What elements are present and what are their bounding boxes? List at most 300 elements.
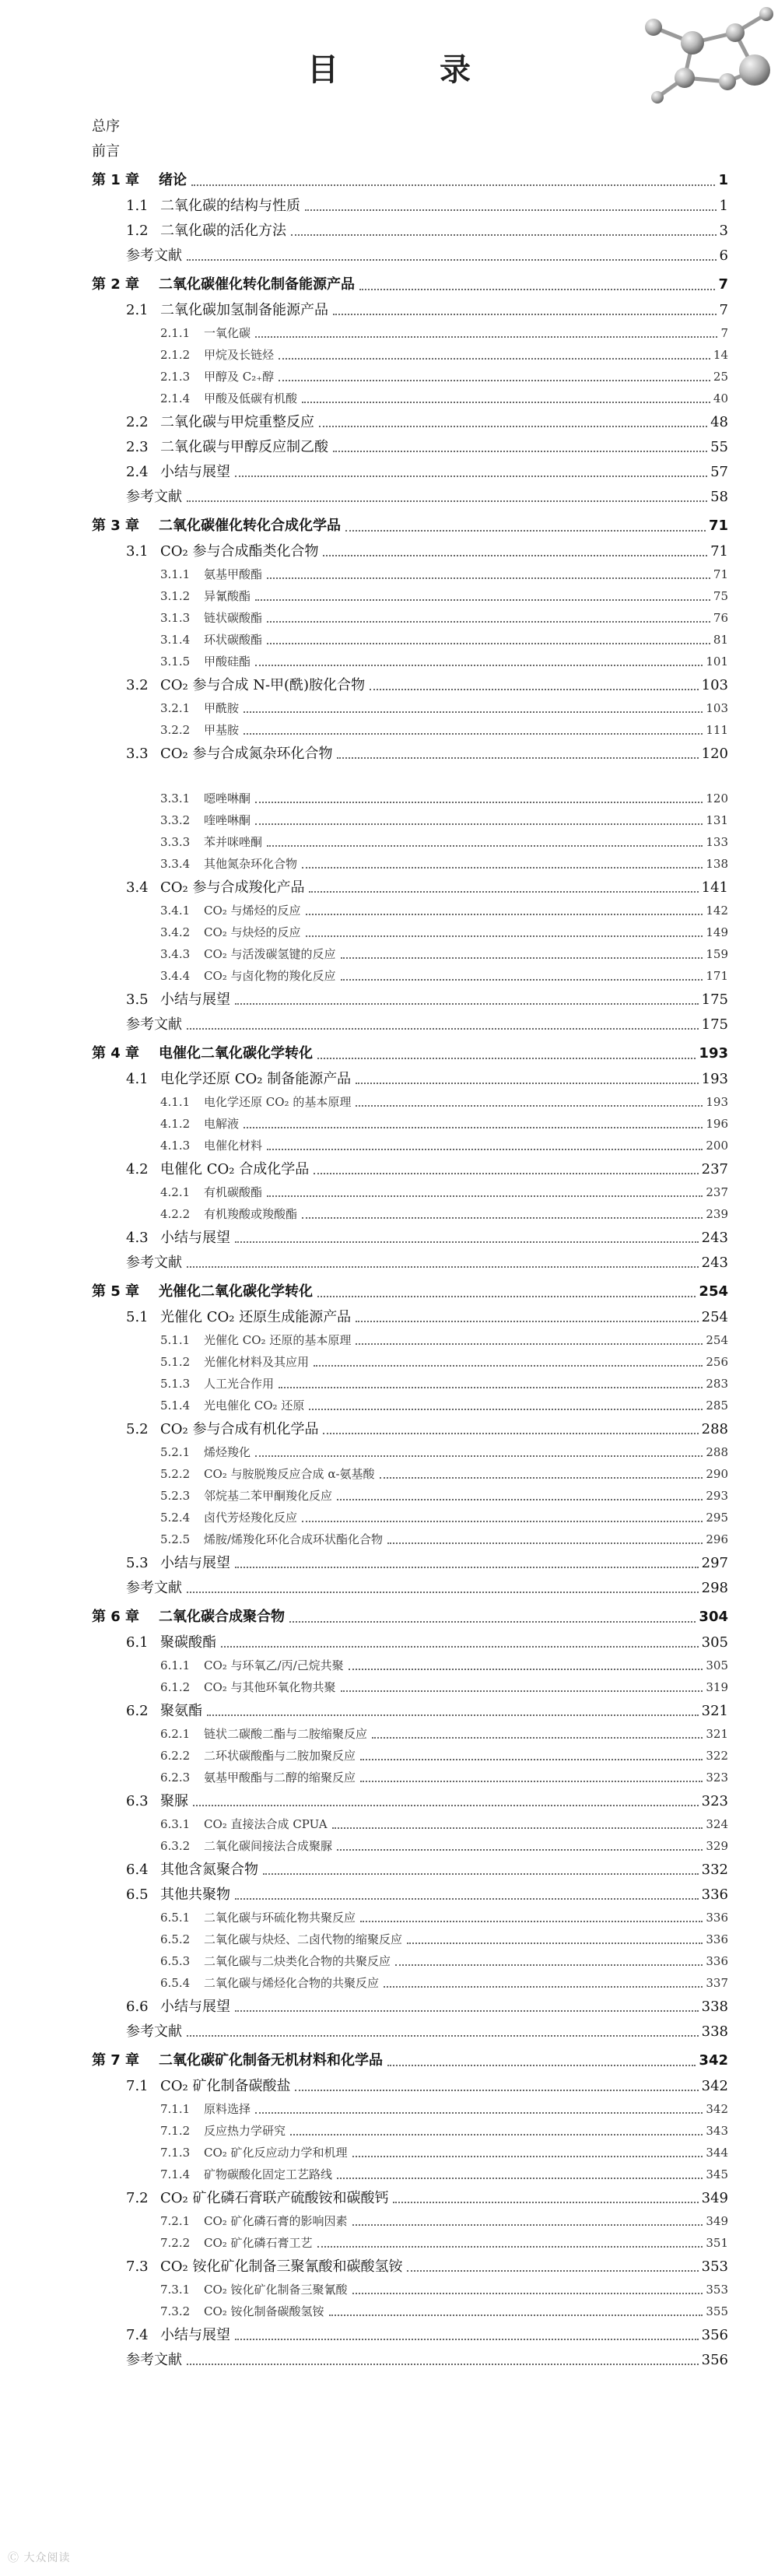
page-number: 336 bbox=[706, 1932, 728, 1946]
entry-title: 前言 bbox=[92, 143, 120, 160]
section-entry[interactable] bbox=[92, 744, 728, 763]
entry-title: 光催化 CO₂ 还原生成能源产品 bbox=[160, 1309, 352, 1325]
entry-number: 2.2 bbox=[126, 414, 149, 430]
page-number: 336 bbox=[706, 1911, 728, 1925]
section-entry[interactable] bbox=[92, 1160, 728, 1179]
subsection-entry[interactable] bbox=[92, 369, 728, 385]
references-entry[interactable] bbox=[92, 487, 728, 507]
dot-leader bbox=[407, 1943, 703, 1944]
subsection-entry[interactable] bbox=[92, 1116, 728, 1132]
subsection-entry[interactable] bbox=[92, 347, 728, 363]
entry-number: 5.2.5 bbox=[160, 1532, 191, 1546]
page-number: 57 bbox=[710, 464, 728, 480]
subsection-entry[interactable] bbox=[92, 1658, 728, 1674]
page-number: 243 bbox=[701, 1255, 728, 1271]
dot-leader bbox=[323, 1433, 698, 1434]
dot-leader bbox=[279, 1387, 703, 1388]
dot-leader bbox=[267, 1149, 703, 1150]
page-number: 343 bbox=[706, 2124, 728, 2138]
entry-title: 原料选择 bbox=[204, 2102, 251, 2116]
dot-leader bbox=[291, 234, 717, 236]
page-number: 193 bbox=[706, 1095, 728, 1109]
entry-title: 电催化 CO₂ 合成化学品 bbox=[160, 1161, 310, 1177]
entry-number: 4.2.2 bbox=[160, 1207, 191, 1221]
subsection-entry[interactable] bbox=[92, 1094, 728, 1111]
entry-number: 7.3.1 bbox=[160, 2283, 191, 2297]
entry-title: 烯烃羧化 bbox=[204, 1445, 251, 1459]
dot-leader bbox=[309, 1409, 703, 1410]
entry-title: CO₂ 与活泼碳氢键的反应 bbox=[204, 947, 336, 961]
entry-title: CO₂ 矿化反应动力学和机理 bbox=[204, 2146, 348, 2160]
dot-leader bbox=[235, 2010, 699, 2012]
page-number: 131 bbox=[706, 813, 728, 827]
entry-title: CO₂ 参与合成氮杂环化合物 bbox=[160, 746, 333, 762]
entry-number: 7.2 bbox=[126, 2190, 149, 2206]
entry-number: 6.5.1 bbox=[160, 1911, 191, 1925]
subsection-entry[interactable] bbox=[92, 1838, 728, 1855]
dot-leader bbox=[187, 259, 717, 261]
entry-number: 3.3.1 bbox=[160, 791, 191, 805]
entry-number: 4.1.1 bbox=[160, 1095, 191, 1109]
subsection-entry[interactable] bbox=[92, 700, 728, 717]
dot-leader bbox=[395, 1964, 703, 1966]
references-entry[interactable] bbox=[92, 1578, 728, 1598]
dot-leader bbox=[337, 2178, 703, 2179]
entry-number: 3.4.4 bbox=[160, 969, 191, 983]
section-entry[interactable] bbox=[92, 1885, 728, 1904]
entry-number: 4.2.1 bbox=[160, 1185, 191, 1199]
page-number: 296 bbox=[706, 1532, 728, 1546]
entry-title: 二氧化碳催化转化制备能源产品 bbox=[159, 276, 355, 293]
subsection-entry[interactable] bbox=[92, 1206, 728, 1223]
entry-title: 卤代芳烃羧化反应 bbox=[204, 1511, 298, 1525]
entry-number: 5.1.3 bbox=[160, 1377, 191, 1391]
entry-title: 光电催化 CO₂ 还原 bbox=[204, 1399, 305, 1413]
subsection-entry[interactable] bbox=[92, 610, 728, 626]
page-number: 322 bbox=[706, 1749, 728, 1763]
entry-number: 6.2 bbox=[126, 1703, 149, 1719]
molecule-decoration bbox=[599, 0, 778, 117]
page-number: 193 bbox=[699, 1045, 728, 1062]
section-entry[interactable] bbox=[92, 1860, 728, 1879]
subsection-entry[interactable] bbox=[92, 567, 728, 583]
entry-title: CO₂ 参与合成酯类化合物 bbox=[160, 543, 319, 560]
dot-leader bbox=[279, 358, 710, 360]
entry-number: 3.1 bbox=[126, 543, 149, 560]
section-entry[interactable] bbox=[92, 1420, 728, 1439]
dot-leader bbox=[295, 2090, 698, 2091]
entry-number: 第 7 章 bbox=[92, 2052, 140, 2069]
references-entry[interactable] bbox=[92, 2350, 728, 2370]
section-entry[interactable] bbox=[92, 676, 728, 695]
subsection-entry[interactable] bbox=[92, 2235, 728, 2251]
section-entry[interactable] bbox=[92, 1792, 728, 1811]
dot-leader bbox=[341, 979, 703, 981]
chapter-entry[interactable] bbox=[92, 275, 728, 295]
entry-title: CO₂ 与炔烃的反应 bbox=[204, 925, 301, 939]
subsection-entry[interactable] bbox=[92, 946, 728, 963]
page-number: 111 bbox=[706, 723, 728, 737]
section-entry[interactable] bbox=[92, 1069, 728, 1089]
page-number: 75 bbox=[713, 589, 728, 603]
dot-leader bbox=[345, 530, 706, 532]
page-number: 138 bbox=[706, 857, 728, 871]
references-entry[interactable] bbox=[92, 1015, 728, 1034]
entry-number: 第 1 章 bbox=[92, 172, 140, 188]
entry-title: 噁唑啉酮 bbox=[204, 791, 251, 805]
subsection-entry[interactable] bbox=[92, 1910, 728, 1926]
subsection-entry[interactable] bbox=[92, 2123, 728, 2139]
section-entry[interactable] bbox=[92, 542, 728, 561]
entry-title: CO₂ 与胺脱羧反应合成 α-氨基酸 bbox=[204, 1467, 375, 1481]
dot-leader bbox=[317, 2246, 703, 2248]
section-entry[interactable] bbox=[92, 437, 728, 457]
section-entry[interactable] bbox=[92, 2325, 728, 2345]
dot-leader bbox=[267, 1195, 703, 1197]
entry-number: 5.2.1 bbox=[160, 1445, 191, 1459]
entry-title: 二氧化碳与炔烃、二卤代物的缩聚反应 bbox=[204, 1932, 403, 1946]
entry-title: 甲醇及 C₂₊醇 bbox=[204, 370, 275, 384]
entry-title: 矿物碳酸化固定工艺路线 bbox=[204, 2167, 333, 2181]
subsection-entry[interactable] bbox=[92, 1332, 728, 1349]
dot-leader bbox=[187, 1266, 699, 1268]
page-number: 7 bbox=[719, 302, 728, 318]
page-number: 349 bbox=[701, 2190, 728, 2206]
subsection-entry[interactable] bbox=[92, 722, 728, 739]
entry-number: 6.1.2 bbox=[160, 1680, 191, 1694]
section-entry[interactable] bbox=[92, 2076, 728, 2096]
chapter-entry[interactable] bbox=[92, 1282, 728, 1302]
entry-number: 6.1.1 bbox=[160, 1658, 191, 1672]
subsection-entry[interactable] bbox=[92, 588, 728, 605]
front-matter-item[interactable] bbox=[92, 117, 728, 136]
page-number: 14 bbox=[713, 348, 728, 362]
subsection-entry[interactable] bbox=[92, 632, 728, 648]
entry-number: 7.1.3 bbox=[160, 2146, 191, 2160]
entry-title: 参考文献 bbox=[126, 247, 182, 264]
entry-number: 3.3.4 bbox=[160, 857, 191, 871]
entry-title: 异氰酸酯 bbox=[204, 589, 251, 603]
entry-number: 5.1 bbox=[126, 1309, 149, 1325]
dot-leader bbox=[207, 1714, 699, 1716]
page-number: 297 bbox=[701, 1555, 728, 1571]
section-entry[interactable] bbox=[92, 1997, 728, 2016]
subsection-entry[interactable] bbox=[92, 1953, 728, 1970]
entry-title: CO₂ 铵化矿化制备三聚氰酸 bbox=[204, 2283, 348, 2297]
section-entry[interactable] bbox=[92, 221, 728, 240]
section-entry[interactable] bbox=[92, 2257, 728, 2276]
page-number: 285 bbox=[706, 1399, 728, 1413]
section-entry[interactable] bbox=[92, 412, 728, 432]
subsection-entry[interactable] bbox=[92, 2304, 728, 2320]
subsection-entry[interactable] bbox=[92, 791, 728, 807]
entry-title: 邻烷基二苯甲酮羧化反应 bbox=[204, 1489, 333, 1503]
entry-title: 甲酸硅酯 bbox=[204, 655, 251, 669]
entry-number: 1.1 bbox=[126, 198, 149, 214]
entry-number: 1.2 bbox=[126, 223, 149, 239]
chapter-entry[interactable] bbox=[92, 1044, 728, 1064]
subsection-entry[interactable] bbox=[92, 1138, 728, 1154]
entry-number: 第 3 章 bbox=[92, 518, 140, 534]
entry-number: 4.3 bbox=[126, 1230, 149, 1246]
page-number: 1 bbox=[718, 172, 728, 188]
page-number: 159 bbox=[706, 947, 728, 961]
entry-number: 7.2.1 bbox=[160, 2214, 191, 2228]
dot-leader bbox=[319, 426, 707, 427]
subsection-entry[interactable] bbox=[92, 1532, 728, 1548]
entry-title: 氨基甲酸酯 bbox=[204, 567, 263, 581]
dot-leader bbox=[352, 2156, 703, 2157]
subsection-entry[interactable] bbox=[92, 1466, 728, 1483]
subsection-entry[interactable] bbox=[92, 654, 728, 670]
entry-number: 3.3 bbox=[126, 746, 149, 762]
page-number: 196 bbox=[706, 1117, 728, 1131]
page-title: 目 录 bbox=[307, 52, 516, 88]
dot-leader bbox=[393, 2202, 698, 2203]
page-number: 304 bbox=[699, 1609, 728, 1625]
section-entry[interactable] bbox=[92, 2188, 728, 2208]
entry-number: 2.1.3 bbox=[160, 370, 191, 384]
page-number: 288 bbox=[701, 1421, 728, 1437]
section-entry[interactable] bbox=[92, 878, 728, 897]
entry-title: 电解液 bbox=[204, 1117, 240, 1131]
section-entry[interactable] bbox=[92, 196, 728, 216]
entry-title: 小结与展望 bbox=[160, 2327, 230, 2343]
references-entry[interactable] bbox=[92, 1253, 728, 1272]
page-number: 324 bbox=[706, 1817, 728, 1831]
entry-number: 2.1.1 bbox=[160, 326, 191, 340]
subsection-entry[interactable] bbox=[92, 325, 728, 342]
entry-title: 小结与展望 bbox=[160, 1999, 230, 2015]
entry-number: 7.1.1 bbox=[160, 2102, 191, 2116]
entry-title: 聚碳酸酯 bbox=[160, 1634, 216, 1651]
page-number: 175 bbox=[701, 1016, 728, 1033]
dot-leader bbox=[332, 1827, 703, 1829]
section-entry[interactable] bbox=[92, 300, 728, 320]
page-number: 329 bbox=[706, 1839, 728, 1853]
dot-leader bbox=[235, 1241, 699, 1243]
subsection-entry[interactable] bbox=[92, 2145, 728, 2161]
dot-leader bbox=[309, 891, 698, 893]
subsection-entry[interactable] bbox=[92, 903, 728, 919]
subsection-entry[interactable] bbox=[92, 2101, 728, 2118]
dot-leader bbox=[380, 1477, 703, 1479]
subsection-entry[interactable] bbox=[92, 1932, 728, 1948]
dot-leader bbox=[235, 2339, 699, 2340]
subsection-entry[interactable] bbox=[92, 1398, 728, 1414]
page-number: 355 bbox=[706, 2304, 728, 2318]
chapter-entry[interactable] bbox=[92, 170, 728, 191]
page-number: 237 bbox=[706, 1185, 728, 1199]
entry-title: 二氧化碳加氢制备能源产品 bbox=[160, 302, 328, 318]
references-entry[interactable] bbox=[92, 246, 728, 265]
dot-leader bbox=[356, 1105, 703, 1107]
subsection-entry[interactable] bbox=[92, 1679, 728, 1696]
dot-leader bbox=[356, 1343, 703, 1345]
entry-title: CO₂ 参与合成有机化学品 bbox=[160, 1421, 319, 1437]
entry-title: 反应热力学研究 bbox=[204, 2124, 286, 2138]
section-entry[interactable] bbox=[92, 1553, 728, 1573]
entry-number: 2.3 bbox=[126, 439, 149, 455]
entry-number: 3.2.1 bbox=[160, 701, 191, 715]
subsection-entry[interactable] bbox=[92, 1376, 728, 1392]
page-number: 356 bbox=[701, 2352, 728, 2368]
entry-number: 第 2 章 bbox=[92, 276, 140, 293]
page-number: 81 bbox=[713, 633, 728, 647]
entry-number: 第 4 章 bbox=[92, 1045, 140, 1062]
entry-number: 3.1.1 bbox=[160, 567, 191, 581]
page-number: 71 bbox=[713, 567, 728, 581]
page-number: 298 bbox=[701, 1580, 728, 1596]
entry-number: 7.2.2 bbox=[160, 2236, 191, 2250]
section-entry[interactable] bbox=[92, 1633, 728, 1652]
entry-title: 甲酸及低碳有机酸 bbox=[204, 391, 298, 405]
subsection-entry[interactable] bbox=[92, 391, 728, 407]
entry-title: 有机碳酸酯 bbox=[204, 1185, 263, 1199]
entry-number: 3.4 bbox=[126, 879, 149, 896]
dot-leader bbox=[314, 1365, 703, 1367]
subsection-entry[interactable] bbox=[92, 1184, 728, 1201]
subsection-entry[interactable] bbox=[92, 2167, 728, 2183]
entry-number: 3.4.3 bbox=[160, 947, 191, 961]
chapter-entry[interactable] bbox=[92, 2051, 728, 2071]
dot-leader bbox=[333, 314, 717, 315]
entry-title: 参考文献 bbox=[126, 2023, 182, 2040]
entry-number: 7.4 bbox=[126, 2327, 149, 2343]
subsection-entry[interactable] bbox=[92, 1726, 728, 1742]
references-entry[interactable] bbox=[92, 2022, 728, 2041]
dot-leader bbox=[337, 1499, 703, 1500]
dot-leader bbox=[193, 1805, 699, 1806]
entry-number: 6.3.2 bbox=[160, 1839, 191, 1853]
page-number: 353 bbox=[706, 2283, 728, 2297]
entry-number: 6.4 bbox=[126, 1862, 149, 1878]
entry-number: 4.2 bbox=[126, 1161, 149, 1177]
entry-title: 甲基胺 bbox=[204, 723, 240, 737]
page-number: 319 bbox=[706, 1680, 728, 1694]
dot-leader bbox=[360, 1759, 703, 1760]
entry-title: 二环状碳酸酯与二胺加聚反应 bbox=[204, 1749, 356, 1763]
entry-title: 参考文献 bbox=[126, 2352, 182, 2368]
entry-number: 3.1.4 bbox=[160, 633, 191, 647]
entry-number: 4.1 bbox=[126, 1071, 149, 1087]
subsection-entry[interactable] bbox=[92, 1444, 728, 1461]
entry-number: 6.5.4 bbox=[160, 1976, 191, 1990]
subsection-entry[interactable] bbox=[92, 856, 728, 872]
dot-leader bbox=[370, 689, 699, 690]
dot-leader bbox=[235, 1567, 699, 1568]
subsection-entry[interactable] bbox=[92, 925, 728, 941]
page-number: 290 bbox=[706, 1467, 728, 1481]
entry-title: 电催化二氧化碳化学转化 bbox=[159, 1045, 313, 1062]
dot-leader bbox=[187, 1028, 699, 1030]
entry-number: 6.2.1 bbox=[160, 1727, 191, 1741]
page-number: 254 bbox=[699, 1283, 728, 1300]
chapter-entry[interactable] bbox=[92, 516, 728, 536]
section-entry[interactable] bbox=[92, 1701, 728, 1721]
subsection-entry[interactable] bbox=[92, 1354, 728, 1370]
subsection-entry[interactable] bbox=[92, 968, 728, 984]
entry-number: 3.1.2 bbox=[160, 589, 191, 603]
dot-leader bbox=[255, 823, 703, 825]
entry-number: 第 6 章 bbox=[92, 1609, 140, 1625]
entry-title: CO₂ 铵化制备碳酸氢铵 bbox=[204, 2304, 324, 2318]
page-number: 40 bbox=[713, 391, 728, 405]
dot-leader bbox=[384, 1986, 703, 1988]
section-entry[interactable] bbox=[92, 1307, 728, 1327]
page-number: 336 bbox=[706, 1954, 728, 1968]
page-number: 76 bbox=[713, 611, 728, 625]
entry-title: 烯胺/烯羧化环化合成环状酯化合物 bbox=[204, 1532, 384, 1546]
page-number: 305 bbox=[706, 1658, 728, 1672]
entry-title: 二氧化碳间接法合成聚脲 bbox=[204, 1839, 333, 1853]
page-number: 351 bbox=[706, 2236, 728, 2250]
front-matter-item[interactable] bbox=[92, 142, 728, 161]
page-number: 120 bbox=[706, 791, 728, 805]
subsection-entry[interactable] bbox=[92, 2213, 728, 2230]
subsection-entry[interactable] bbox=[92, 1770, 728, 1786]
entry-number: 5.2.3 bbox=[160, 1489, 191, 1503]
entry-title: 其他氮杂环化合物 bbox=[204, 857, 298, 871]
entry-number: 2.1.4 bbox=[160, 391, 191, 405]
subsection-entry[interactable] bbox=[92, 1488, 728, 1504]
entry-number: 6.5 bbox=[126, 1886, 149, 1903]
dot-leader bbox=[235, 476, 707, 477]
section-entry[interactable] bbox=[92, 990, 728, 1009]
subsection-entry[interactable] bbox=[92, 812, 728, 829]
entry-number: 2.4 bbox=[126, 464, 149, 480]
dot-leader bbox=[255, 665, 703, 666]
entry-title: 小结与展望 bbox=[160, 1230, 230, 1246]
subsection-entry[interactable] bbox=[92, 834, 728, 851]
subsection-entry[interactable] bbox=[92, 1748, 728, 1764]
subsection-entry[interactable] bbox=[92, 2282, 728, 2298]
dot-leader bbox=[387, 1542, 703, 1544]
subsection-entry[interactable] bbox=[92, 1510, 728, 1526]
dot-leader bbox=[289, 1621, 696, 1623]
dot-leader bbox=[221, 1646, 699, 1648]
dot-leader bbox=[187, 1592, 699, 1593]
page-number: 101 bbox=[706, 655, 728, 669]
entry-title: 电催化材料 bbox=[204, 1139, 263, 1153]
section-entry[interactable] bbox=[92, 462, 728, 482]
entry-number: 7.3.2 bbox=[160, 2304, 191, 2318]
entry-number: 6.5.3 bbox=[160, 1954, 191, 1968]
page-number: 237 bbox=[701, 1161, 728, 1177]
entry-number: 3.1.5 bbox=[160, 655, 191, 669]
entry-title: 小结与展望 bbox=[160, 464, 230, 480]
entry-number: 第 5 章 bbox=[92, 1283, 140, 1300]
dot-leader bbox=[290, 2134, 703, 2136]
page-number: 141 bbox=[701, 879, 728, 896]
section-entry[interactable] bbox=[92, 1228, 728, 1248]
page-number: 336 bbox=[701, 1886, 728, 1903]
entry-title: 其他共聚物 bbox=[160, 1886, 230, 1903]
dot-leader bbox=[263, 1873, 699, 1875]
entry-title: 其他含氮聚合物 bbox=[160, 1862, 258, 1878]
entry-title: CO₂ 与烯烃的反应 bbox=[204, 904, 301, 918]
page-number: 332 bbox=[701, 1862, 728, 1878]
entry-number: 5.1.1 bbox=[160, 1333, 191, 1347]
entry-title: CO₂ 与其他环氧化物共聚 bbox=[204, 1680, 336, 1694]
entry-title: 二氧化碳与甲醇反应制乙酸 bbox=[160, 439, 328, 455]
table-of-contents bbox=[92, 117, 728, 2375]
subsection-entry[interactable] bbox=[92, 1975, 728, 1992]
chapter-entry[interactable] bbox=[92, 1607, 728, 1627]
subsection-entry[interactable] bbox=[92, 1816, 728, 1833]
page-number: 1 bbox=[719, 198, 728, 214]
entry-title: 有机羧酸或羧酸酯 bbox=[204, 1207, 298, 1221]
